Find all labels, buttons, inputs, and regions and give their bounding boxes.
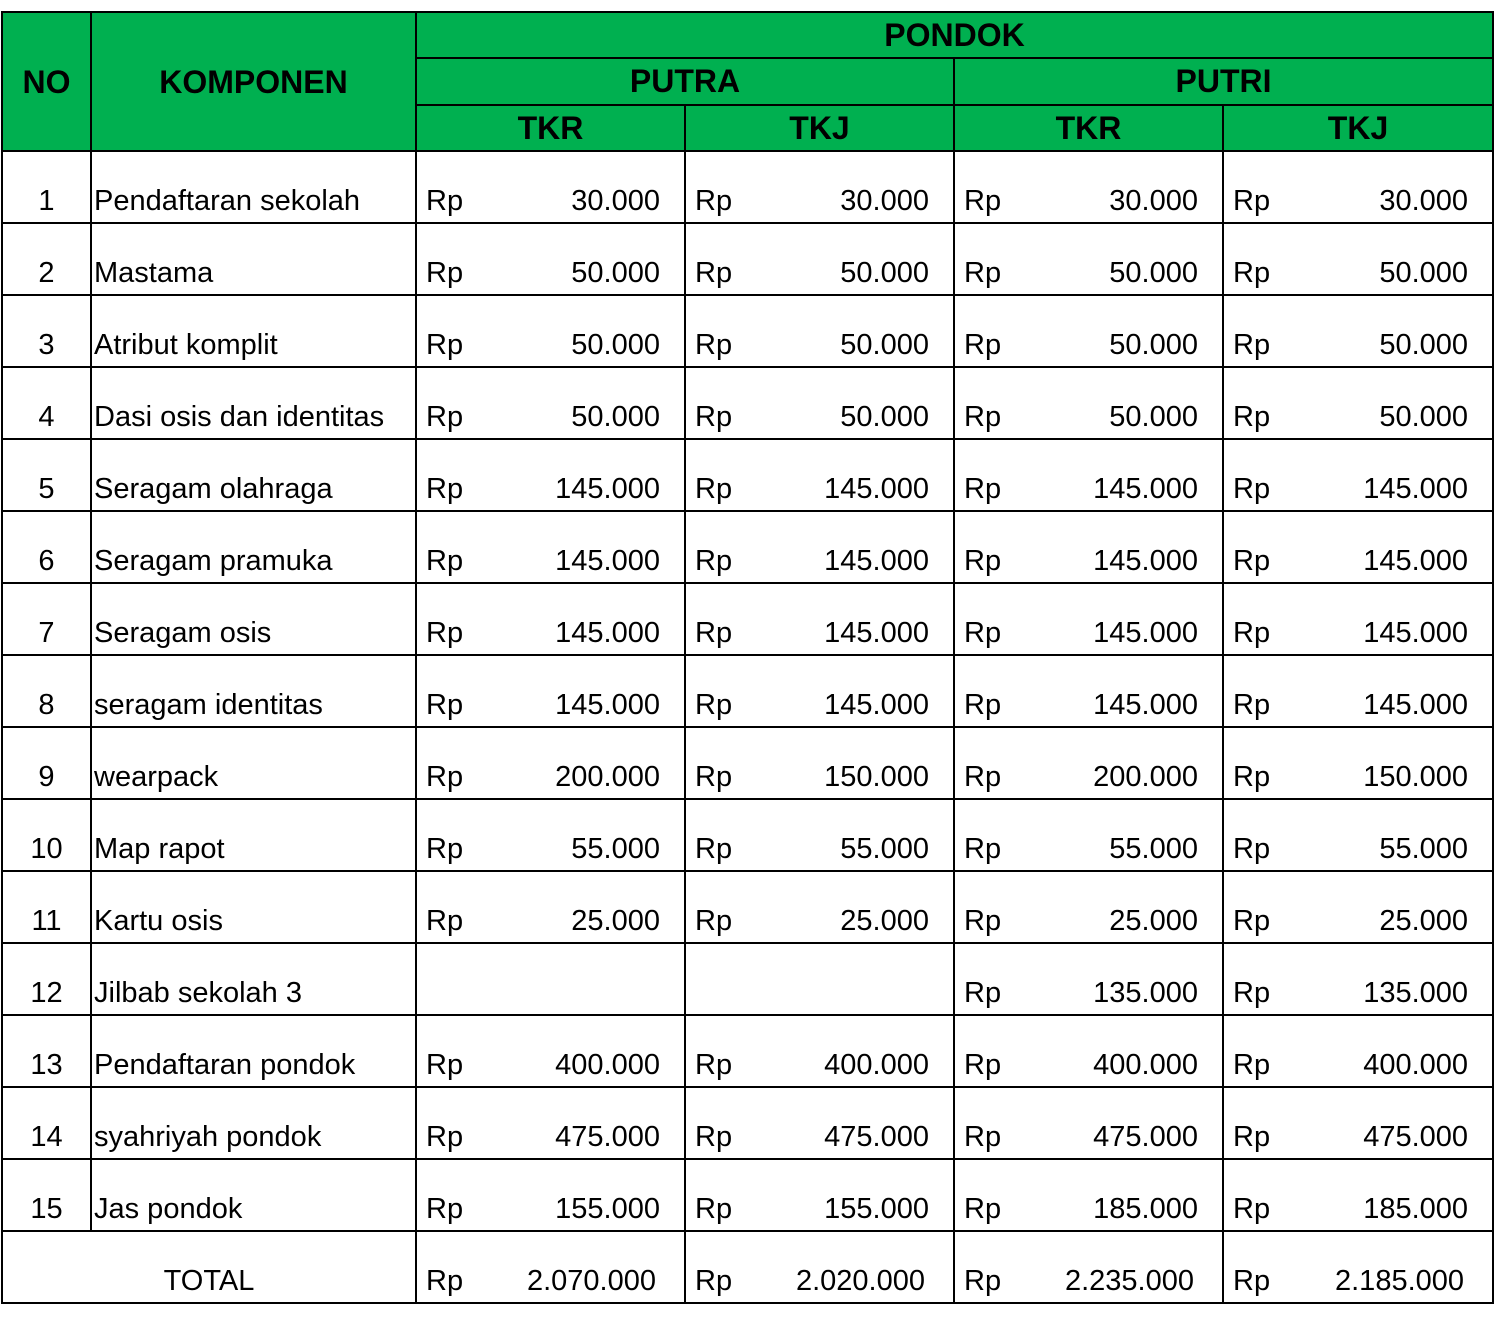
row-komponen: Seragam osis [91, 583, 416, 655]
row-amount-putra-tkj: Rp 25.000 [685, 871, 954, 943]
row-amount-putri-tkr: Rp 55.000 [954, 799, 1223, 871]
row-amount-putri-tkr: Rp 135.000 [954, 943, 1223, 1015]
row-amount-putri-tkj: Rp 135.000 [1223, 943, 1493, 1015]
row-amount-putri-tkj: Rp 145.000 [1223, 511, 1493, 583]
row-amount-putra-tkr: Rp 145.000 [416, 439, 685, 511]
table-row [2, 151, 1493, 223]
table-row [2, 583, 1493, 655]
table-row [2, 871, 1493, 943]
table-row [2, 943, 1493, 1015]
row-amount-putri-tkj: Rp 145.000 [1223, 583, 1493, 655]
row-amount-putra-tkr: Rp 145.000 [416, 511, 685, 583]
row-number: 3 [2, 295, 91, 367]
row-amount-putri-tkj: Rp 55.000 [1223, 799, 1493, 871]
total-row [2, 1231, 1493, 1303]
row-number: 13 [2, 1015, 91, 1087]
table-row [2, 223, 1493, 295]
row-amount-putra-tkj: Rp 50.000 [685, 223, 954, 295]
row-amount-putri-tkj: Rp 50.000 [1223, 367, 1493, 439]
table-body [2, 151, 1493, 1231]
row-amount-putri-tkj: Rp 50.000 [1223, 223, 1493, 295]
table-header [2, 12, 1493, 151]
row-amount-putri-tkj: Rp 145.000 [1223, 655, 1493, 727]
row-amount-putra-tkj: Rp 50.000 [685, 295, 954, 367]
table-row [2, 1015, 1493, 1087]
row-amount-putra-tkj: Rp 145.000 [685, 511, 954, 583]
row-amount-putra-tkr: Rp 400.000 [416, 1015, 685, 1087]
row-komponen: Dasi osis dan identitas [91, 367, 416, 439]
total-putri-tkr: Rp 2.235.000 [954, 1231, 1223, 1303]
total-label: TOTAL [2, 1231, 416, 1303]
row-amount-putra-tkj [685, 943, 954, 1015]
row-amount-putri-tkj: Rp 145.000 [1223, 439, 1493, 511]
row-amount-putra-tkj: Rp 145.000 [685, 655, 954, 727]
row-komponen: Jas pondok [91, 1159, 416, 1231]
header-komponen: KOMPONEN [91, 12, 416, 151]
row-amount-putri-tkr: Rp 145.000 [954, 583, 1223, 655]
row-amount-putri-tkr: Rp 185.000 [954, 1159, 1223, 1231]
row-amount-putra-tkj: Rp 475.000 [685, 1087, 954, 1159]
row-amount-putri-tkj: Rp 25.000 [1223, 871, 1493, 943]
row-komponen: Map rapot [91, 799, 416, 871]
row-amount-putri-tkr: Rp 50.000 [954, 295, 1223, 367]
row-komponen: Seragam pramuka [91, 511, 416, 583]
row-amount-putra-tkj: Rp 145.000 [685, 583, 954, 655]
table-footer [2, 1231, 1493, 1303]
row-amount-putri-tkr: Rp 475.000 [954, 1087, 1223, 1159]
row-amount-putra-tkj: Rp 55.000 [685, 799, 954, 871]
table-row [2, 655, 1493, 727]
row-amount-putra-tkj: Rp 50.000 [685, 367, 954, 439]
row-number: 1 [2, 151, 91, 223]
row-amount-putra-tkj: Rp 400.000 [685, 1015, 954, 1087]
header-no: NO [2, 12, 91, 151]
row-number: 4 [2, 367, 91, 439]
row-komponen: Pendaftaran pondok [91, 1015, 416, 1087]
row-amount-putri-tkr: Rp 200.000 [954, 727, 1223, 799]
row-amount-putri-tkr: Rp 145.000 [954, 511, 1223, 583]
row-number: 11 [2, 871, 91, 943]
row-number: 7 [2, 583, 91, 655]
row-komponen: Kartu osis [91, 871, 416, 943]
row-komponen: Mastama [91, 223, 416, 295]
row-number: 2 [2, 223, 91, 295]
row-amount-putra-tkr: Rp 145.000 [416, 655, 685, 727]
row-amount-putra-tkr: Rp 50.000 [416, 367, 685, 439]
table-row [2, 1159, 1493, 1231]
row-number: 9 [2, 727, 91, 799]
row-number: 15 [2, 1159, 91, 1231]
table-row [2, 439, 1493, 511]
header-putra: PUTRA [416, 58, 954, 104]
row-komponen: seragam identitas [91, 655, 416, 727]
row-amount-putra-tkr [416, 943, 685, 1015]
row-komponen: Seragam olahraga [91, 439, 416, 511]
table-row [2, 727, 1493, 799]
row-amount-putri-tkr: Rp 145.000 [954, 655, 1223, 727]
row-amount-putri-tkj: Rp 150.000 [1223, 727, 1493, 799]
row-amount-putri-tkr: Rp 145.000 [954, 439, 1223, 511]
row-amount-putra-tkr: Rp 25.000 [416, 871, 685, 943]
total-putra-tkr: Rp 2.070.000 [416, 1231, 685, 1303]
row-komponen: Pendaftaran sekolah [91, 151, 416, 223]
row-amount-putri-tkj: Rp 400.000 [1223, 1015, 1493, 1087]
table-row [2, 1087, 1493, 1159]
fee-table [1, 11, 1494, 1304]
row-number: 6 [2, 511, 91, 583]
header-putri-tkj: TKJ [1223, 105, 1493, 151]
row-amount-putra-tkj: Rp 145.000 [685, 439, 954, 511]
row-amount-putra-tkr: Rp 155.000 [416, 1159, 685, 1231]
row-amount-putri-tkj: Rp 185.000 [1223, 1159, 1493, 1231]
row-amount-putri-tkj: Rp 30.000 [1223, 151, 1493, 223]
total-putra-tkj: Rp 2.020.000 [685, 1231, 954, 1303]
row-komponen: Jilbab sekolah 3 [91, 943, 416, 1015]
header-putra-tkr: TKR [416, 105, 685, 151]
row-komponen: syahriyah pondok [91, 1087, 416, 1159]
table-row [2, 367, 1493, 439]
row-amount-putri-tkr: Rp 30.000 [954, 151, 1223, 223]
row-amount-putra-tkr: Rp 475.000 [416, 1087, 685, 1159]
table-row [2, 511, 1493, 583]
row-number: 12 [2, 943, 91, 1015]
row-number: 5 [2, 439, 91, 511]
total-putri-tkj: Rp 2.185.000 [1223, 1231, 1493, 1303]
row-amount-putri-tkr: Rp 400.000 [954, 1015, 1223, 1087]
row-number: 14 [2, 1087, 91, 1159]
header-putra-tkj: TKJ [685, 105, 954, 151]
row-amount-putra-tkr: Rp 55.000 [416, 799, 685, 871]
row-amount-putra-tkr: Rp 30.000 [416, 151, 685, 223]
header-putri-tkr: TKR [954, 105, 1223, 151]
row-amount-putra-tkr: Rp 50.000 [416, 223, 685, 295]
row-number: 10 [2, 799, 91, 871]
row-amount-putra-tkj: Rp 155.000 [685, 1159, 954, 1231]
header-putri: PUTRI [954, 58, 1493, 104]
table-row [2, 799, 1493, 871]
table-row [2, 295, 1493, 367]
row-komponen: Atribut komplit [91, 295, 416, 367]
row-amount-putra-tkj: Rp 150.000 [685, 727, 954, 799]
row-number: 8 [2, 655, 91, 727]
row-amount-putra-tkr: Rp 50.000 [416, 295, 685, 367]
row-amount-putri-tkj: Rp 475.000 [1223, 1087, 1493, 1159]
row-amount-putra-tkr: Rp 145.000 [416, 583, 685, 655]
row-amount-putra-tkr: Rp 200.000 [416, 727, 685, 799]
row-amount-putri-tkr: Rp 25.000 [954, 871, 1223, 943]
row-komponen: wearpack [91, 727, 416, 799]
row-amount-putri-tkr: Rp 50.000 [954, 223, 1223, 295]
row-amount-putri-tkj: Rp 50.000 [1223, 295, 1493, 367]
row-amount-putra-tkj: Rp 30.000 [685, 151, 954, 223]
row-amount-putri-tkr: Rp 50.000 [954, 367, 1223, 439]
header-pondok: PONDOK [416, 12, 1493, 58]
